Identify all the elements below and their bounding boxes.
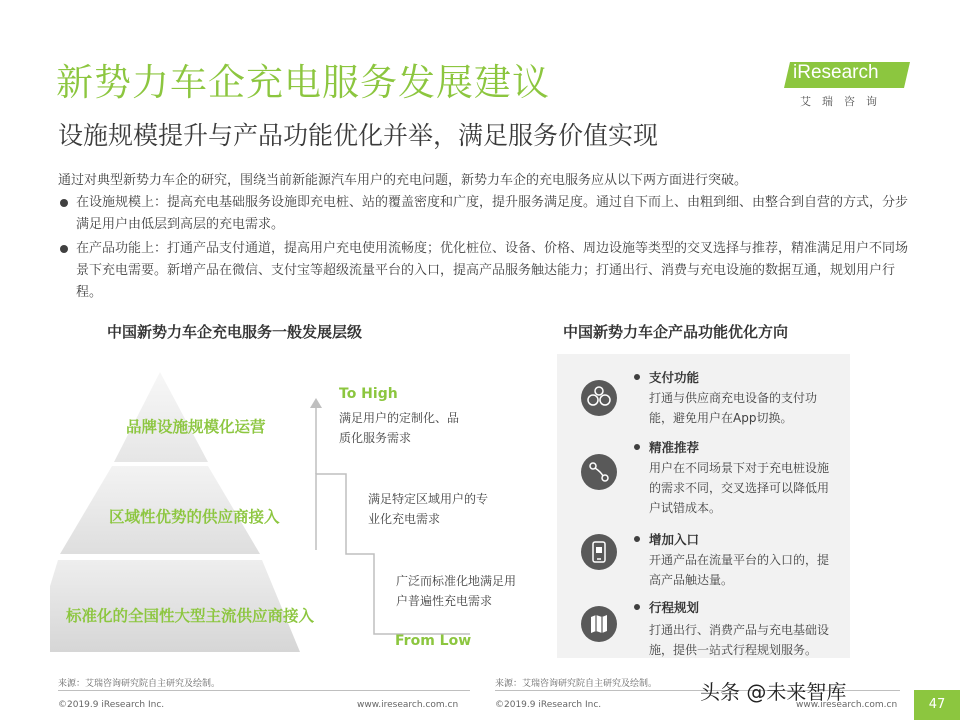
feature-title: 精准推荐 [649,440,700,455]
footer-copyright-left: ©2019.9 iResearch Inc. [58,700,165,710]
footer-copyright-right: ©2019.9 iResearch Inc. [495,700,602,710]
bullet-dot [60,199,68,207]
feature-desc: 开通产品在流量平台的入口的，提高产品触达量。 [649,553,830,587]
footer-url-right[interactable]: www.iresearch.com.cn [796,700,898,710]
pyramid-level-top: 品牌设施规模化运营 [126,418,266,436]
source-note-left: 来源：艾瑞咨询研究院自主研究及绘制。 [58,679,221,689]
logo-cn-text: 艾瑞咨询 [800,95,888,108]
feature-bullet [634,604,640,610]
feature-title: 增加入口 [649,532,700,547]
up-arrow-icon [310,398,322,408]
payment-icon [581,380,617,416]
page-subtitle: 设施规模提升与产品功能优化并举，满足服务价值实现 [58,121,659,150]
feature-desc: 打通出行、消费产品与充电基础设施，提供一站式行程规划服务。 [649,623,830,657]
pyramid-level-bottom: 标准化的全国性大型主流供应商接入 [66,607,315,625]
pyramid-chart-title: 中国新势力车企充电服务一般发展层级 [107,323,363,341]
intro-text: 通过对典型新势力车企的研究，围绕当前新能源汽车用户的充电问题，新势力车企的充电服务应从以下两方面进行突破。 [58,173,748,188]
route-icon [581,454,617,490]
feature-panel-title: 中国新势力车企产品功能优化方向 [563,323,789,341]
bullet-text: 在产品功能上：打通产品支付通道，提高用户充电使用流畅度；优化桩位、设备、价格、周边设施等类型的交叉选择与推荐，精准满足用户不同场景下充电需要。新增产品在微信、支付宝等超级流量平台的入口，提高产品服务触达能力；打通出行、消费与充电设施的数据互通，规划用户行程。 [76,241,909,300]
feature-title: 行程规划 [649,600,700,615]
feature-panel [557,354,850,658]
stair-note-middle: 满足特定区域用户的专业化充电需求 [368,492,489,526]
feature-bullet [634,536,640,542]
bullet-item [58,192,918,236]
to-high-label: To High [339,386,398,402]
pyramid-level-middle: 区域性优势的供应商接入 [109,508,280,526]
watermark: 头条 @未来智库 [700,680,847,704]
page-title: 新势力车企充电服务发展建议 [56,61,550,104]
logo-text: iResearch [793,62,879,83]
stair-note-bottom: 广泛而标准化地满足用户普遍性充电需求 [396,574,517,608]
feature-title: 支付功能 [649,370,700,385]
bullet-dot [60,245,68,253]
bullet-item [58,238,918,304]
mobile-entry-icon [581,534,617,570]
page-number: 47 [914,690,960,720]
feature-bullet [634,444,640,450]
from-low-label: From Low [395,633,472,649]
stair-note-top: 满足用户的定制化、品质化服务需求 [339,411,460,445]
footer-url-left[interactable]: www.iresearch.com.cn [357,700,459,710]
feature-desc: 打通与供应商充电设备的支付功能，避免用户在App切换。 [649,391,818,425]
map-icon [581,606,617,642]
footer-divider-left [58,690,470,691]
feature-bullet [634,374,640,380]
bullet-text: 在设施规模上：提高充电基础服务设施即充电桩、站的覆盖密度和广度，提升服务满足度。通过自下而上、由粗到细、由整合到自营的方式，分步满足用户由低层到高层的充电需求。 [76,195,909,232]
source-note-right: 来源：艾瑞咨询研究院自主研究及绘制。 [495,679,658,689]
feature-desc: 用户在不同场景下对于充电桩设施的需求不同，交叉选择可以降低用户试错成本。 [649,461,830,515]
